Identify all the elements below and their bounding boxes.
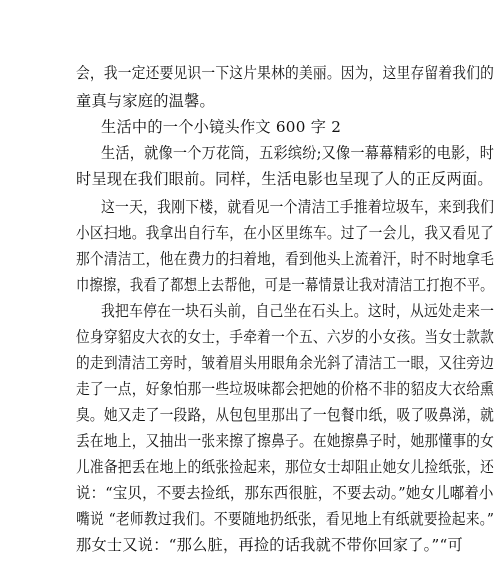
text-line-2: 童真与家庭的温馨。 xyxy=(76,92,215,110)
text-line-12: 的走到清洁工旁时，皱着眉头用眼角余光斜了清洁工一眼，又往旁边 xyxy=(76,354,495,372)
text-line-11: 位身穿貂皮大衣的女士，手牵着一个五、六岁的小女孩。当女士款款 xyxy=(76,328,495,346)
text-line-18: 嘴说 “老师教过我们。不要随地扔纸张，看见地上有纸就要捡起来。” xyxy=(76,510,495,528)
text-line-7: 小区扫地。我拿出自行车，在小区里练车。过了一会儿，我又看见了 xyxy=(76,224,495,242)
text-line-14: 臭。她又走了一段路，从包包里那出了一包餐巾纸，吸了吸鼻涕，就 xyxy=(76,406,495,424)
text-line-6: 这一天，我刚下楼，就看见一个清洁工手推着垃圾车，来到我们 xyxy=(101,198,495,216)
text-line-4: 生活，就像一个万花筒，五彩缤纷;又像一幕幕精彩的电影，时 xyxy=(101,144,495,162)
text-line-5: 时呈现在我们眼前。同样，生活电影也呈现了人的正反两面。 xyxy=(76,170,493,188)
text-line-13: 走了一点，好象怕那一些垃圾味都会把她的价格不非的貂皮大衣给熏 xyxy=(76,380,495,398)
text-line-10: 我把车停在一块石头前，自己坐在石头上。这时，从远处走来一 xyxy=(101,302,495,320)
text-line-8: 那个清洁工，他在费力的扫着地，看到他头上流着汗，时不时地拿毛 xyxy=(76,250,495,268)
text-line-16: 儿准备把丢在地上的纸张捡起来，那位女士却阻止她女儿捡纸张，还 xyxy=(76,458,495,476)
text-line-1: 会，我一定还要见识一下这片果林的美丽。因为，这里存留着我们的 xyxy=(76,64,495,82)
text-line-15: 丢在地上，又抽出一张来擦了擦鼻子。在她擦鼻子时，她那懂事的女 xyxy=(76,432,495,450)
text-line-17: 说：“宝贝，不要去捡纸，那东西很脏，不要去动。”她女儿嘟着小 xyxy=(76,484,494,502)
text-line-19: 那女士又说：“那么脏，再捡的话我就不带你回家了。”“可 xyxy=(76,536,463,554)
essay-title: 生活中的一个小镜头作文 600 字 2 xyxy=(101,118,342,136)
text-line-9: 巾擦擦，我看了都想上去帮他，可是一幕情景让我对清洁工打抱不平。 xyxy=(76,276,494,294)
